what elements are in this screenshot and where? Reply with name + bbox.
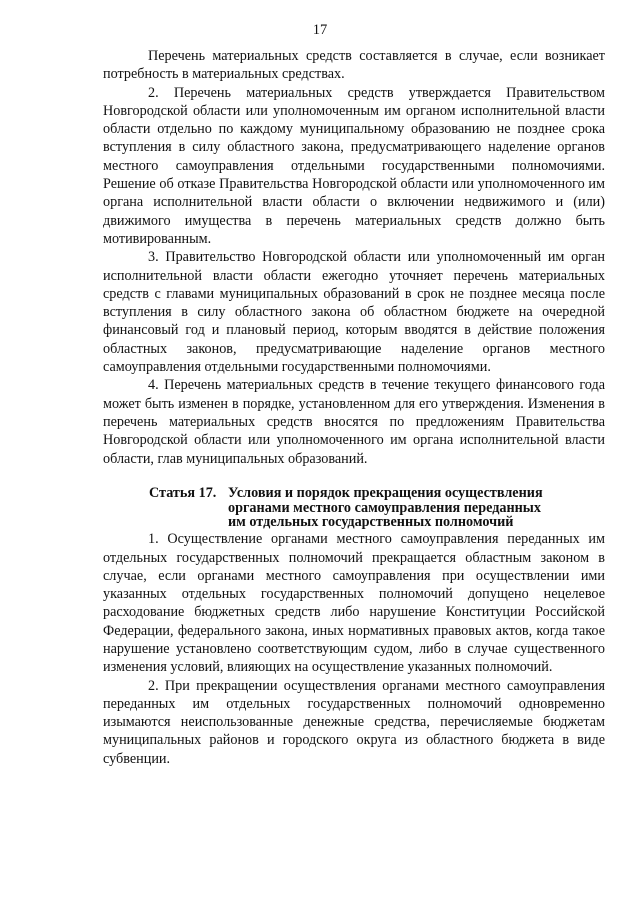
page-number: 17	[312, 22, 328, 38]
paragraph-item-4: 4. Перечень материальных средств в течение текущего финансового года может быть изменен в порядке, установленном для его утверждения. Изменения в перечень материальных средств вносятся по предложениям Правительства Новгородской области или уполномоченного им органа исполнительной власти области, глав муниципальных образований.	[103, 377, 605, 467]
article-heading	[103, 486, 605, 530]
paragraph-item-2: 2. Перечень материальных средств утверждается Правительством Новгородской области или уполномоченным им органом исполнительной власти области отдельно по каждому муниципальному образованию не позднее срока вступления в силу областного закона, предусматривающего наделение органов местного самоуправления отдельными государственными полномочиями. Решение об отказе Правительства Новгородской области или уполномоченного им органа исполнительной власти области о включении недвижимого и (или) движимого имущества в перечень материальных средств должно быть мотивированным.	[103, 84, 605, 247]
article-paragraph-2: 2. При прекращении осуществления органами местного самоуправления переданных им отдельных государственных полномочий одновременно изымаются неиспользованные денежные средства, перечисляемые бюджетам муниципальных районов и городского округа из областного бюджета в виде субвенции.	[103, 677, 605, 767]
article-label: Статья 17.	[149, 484, 217, 501]
article-title-line: им отдельных государственных полномочий	[228, 514, 514, 531]
article-title-line: Условия и порядок прекращения осуществления	[228, 484, 543, 501]
paragraph-material-list-need: Перечень материальных средств составляется в случае, если возникает потребность в материальных средствах.	[103, 48, 605, 83]
paragraph-item-3: 3. Правительство Новгородской области или уполномоченный им орган исполнительной власти области ежегодно уточняет перечень материальных средств с главами муниципальных образований в срок не позднее месяца после вступления в силу областного закона об областном бюджете на очередной финансовый год и плановый период, которым вводятся в действие положения областных законов, предусматривающие наделение органов местного самоуправления отдельными государственными полномочиями.	[103, 249, 605, 376]
document-body	[103, 47, 605, 768]
article-paragraph-1: 1. Осуществление органами местного самоуправления переданных им отдельных государственных полномочий прекращается областным законом в случае, если органами местного самоуправления при осуществлении ими указанных отдельных государственных полномочий допущено нецелевое расходование бюджетных средств либо нарушение Конституции Российской Федерации, федерального закона, иных нормативных правовых актов, когда такое нарушение установлено соответствующим судом, либо в случае существенного изменения условий, влияющих на осуществление указанных полномочий.	[103, 531, 605, 676]
article-title-line: органами местного самоуправления переданных	[228, 499, 541, 516]
